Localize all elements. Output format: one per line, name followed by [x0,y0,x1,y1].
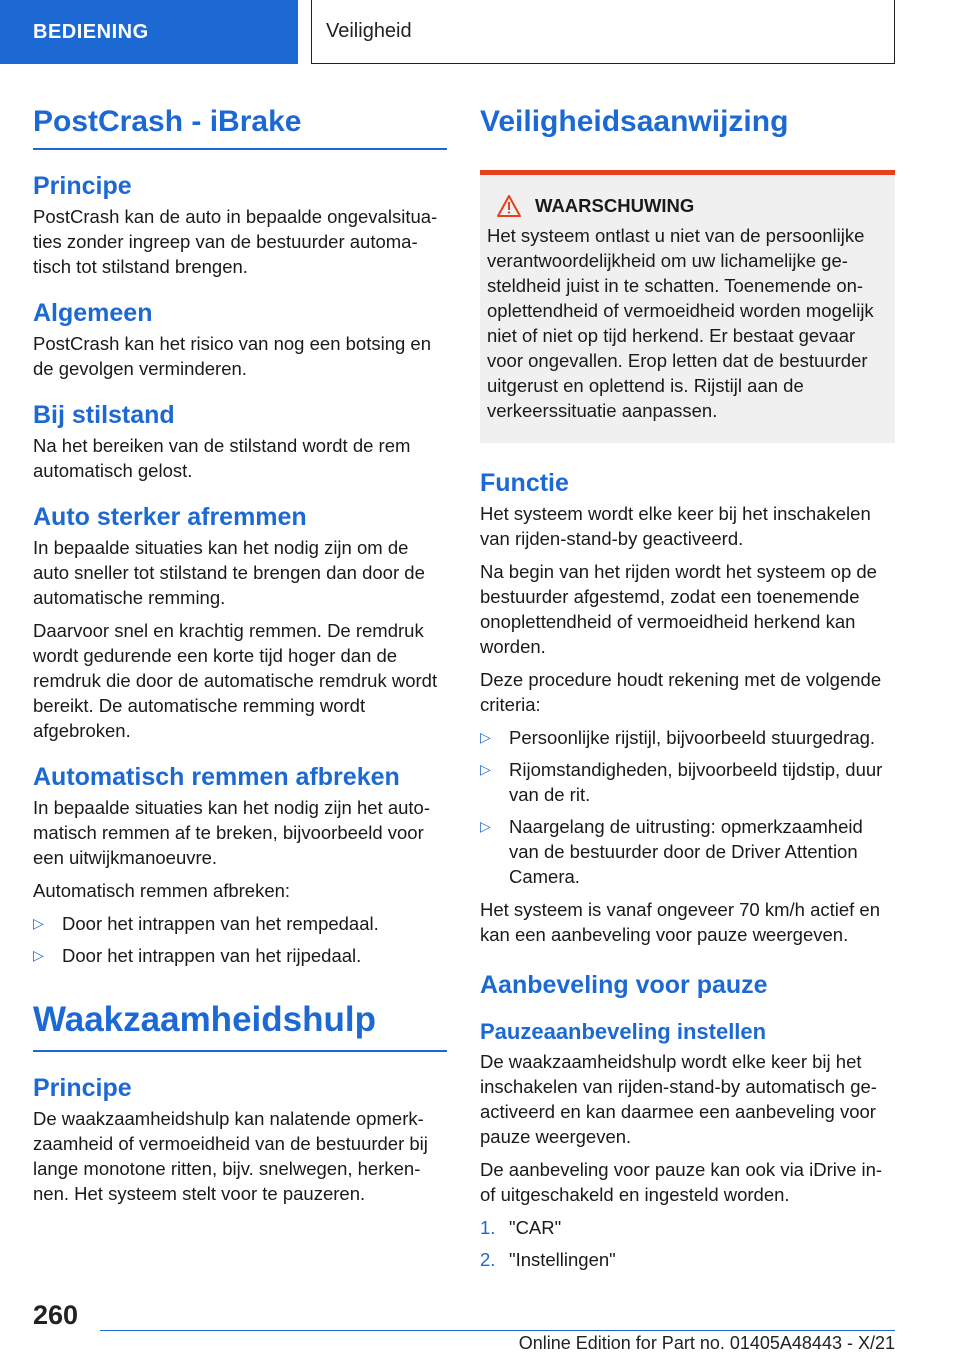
functie-text-4: Het systeem is vanaf ongeveer 70 km/h actief en kan een aanbeveling voor pauze weergeven. [480,899,881,945]
steps-list [480,1215,895,1272]
algemeen-heading: Algemeen [33,299,153,327]
stilstand-text: Na het bereiken van de stilstand wordt de rem automatisch gelost. [33,435,411,481]
instellen-text-1: De waakzaamheidshulp wordt elke keer bij het inschakelen van rijden-stand-by automatisch geactiveerd en kan daarmee een aanbeveling voor pauze weergeven. [480,1051,877,1147]
afremmen-text-1: In bepaalde situaties kan het nodig zijn om de auto sneller tot stilstand te brengen dan door de automatische remming. [33,537,425,608]
list-item-text: Persoonlijke rijstijl, bijvoorbeeld stuurgedrag. [509,727,876,748]
step-text: "CAR" [509,1217,562,1238]
warning-triangle-icon [497,195,521,217]
veiligheid-title: Veiligheidsaanwijzing [480,105,789,138]
afbreken-text-2: Automatisch remmen afbreken: [33,880,291,901]
page-title: PostCrash - iBrake [33,100,447,150]
section-tab [0,0,298,64]
afbreken-list [33,911,447,968]
right-column [480,100,895,1280]
list-item [33,911,447,936]
topic-label: Veiligheid [326,20,412,42]
left-column [33,100,447,1214]
algemeen-text: PostCrash kan het risico van nog een botsing en de gevolgen verminderen. [33,333,431,379]
bullet-icon: ▷ [33,915,44,931]
step-number: 2. [480,1249,496,1270]
waakzaamheid-title: Waakzaamheidshulp [33,994,447,1052]
principe-heading: Principe [33,172,132,200]
bullet-icon: ▷ [33,947,44,963]
warning-label: WAARSCHUWING [535,195,695,216]
list-item [480,1247,895,1272]
list-item-text: Rijomstandigheden, bijvoorbeeld tijdstip, duur van de rit. [509,759,883,805]
warning-text: Het systeem ontlast u niet van de persoonlijke verantwoordelijkheid om uw lichamelijke gesteldheid juist in te schatten. Toenemende onoplettendheid of vermoeidheid worden mogelijk niet of niet op tijd herkend. Er bestaat gevaar voor ongevallen. Erop letten dat de bestuurder uitgerust en oplettend is. Rijstijl aan de verkeerssituatie aanpassen. [487,225,874,421]
stilstand-heading: Bij stilstand [33,401,175,429]
bullet-icon: ▷ [480,729,491,745]
bullet-icon: ▷ [480,818,491,834]
principe-text: PostCrash kan de auto in bepaalde ongevalsituaties zonder ingreep van de bestuurder automatisch tot stilstand brengen. [33,206,438,277]
functie-text-3: Deze procedure houdt rekening met de volgende criteria: [480,669,882,715]
instellen-text-2: De aanbeveling voor pauze kan ook via iDrive in- of uitgeschakeld en ingesteld worden. [480,1159,883,1205]
list-item [480,1215,895,1240]
topic-header [311,0,895,64]
list-item-text: Door het intrappen van het rempedaal. [62,913,379,934]
list-item-text: Door het intrappen van het rijpedaal. [62,945,362,966]
step-number: 1. [480,1217,496,1238]
functie-text-2: Na begin van het rijden wordt het systeem op de bestuurder afgestemd, zodat een toenemende onoplettendheid of vermoeidheid herkend kan worden. [480,561,877,657]
afremmen-heading: Auto sterker afremmen [33,503,307,531]
page-number: 260 [33,1300,79,1330]
waak-principe-heading: Principe [33,1074,132,1102]
waak-principe-text: De waakzaamheidshulp kan nalatende opmerkzaamheid of vermoeidheid van de bestuurder bij lange monotone ritten, bijv. snelwegen, herkennen. Het systeem stelt voor te pauzeren. [33,1108,428,1204]
list-item [33,943,447,968]
footer-divider [100,1330,895,1331]
afbreken-text-1: In bepaalde situaties kan het nodig zijn het automatisch remmen af te breken, bijvoorbeeld voor een uitwijkmanoeuvre. [33,797,431,868]
warning-box [480,170,895,443]
step-text: "Instellingen" [509,1249,616,1270]
warning-header [497,195,887,217]
section-label: BEDIENING [33,20,149,43]
list-item [480,814,895,889]
pauze-heading: Aanbeveling voor pauze [480,971,768,999]
afremmen-text-2: Daarvoor snel en krachtig remmen. De remdruk wordt gedurende een korte tijd hoger dan de remdruk die door de automatische remdruk wordt bereikt. De automatische remming wordt afgebroken. [33,620,438,741]
list-item-text: Naargelang de uitrusting: opmerkzaamheid van de bestuurder door de Driver Attention Camera. [509,816,863,887]
edition-text: Online Edition for Part no. 01405A48443 - X/21 [518,1333,895,1353]
functie-heading: Functie [480,469,569,497]
bullet-icon: ▷ [480,761,491,777]
functie-text-1: Het systeem wordt elke keer bij het inschakelen van rijden-stand-by geactiveerd. [480,503,871,549]
criteria-list [480,725,895,889]
list-item [480,757,895,807]
instellen-heading: Pauzeaanbeveling instellen [480,1019,767,1044]
list-item [480,725,895,750]
afbreken-heading: Automatisch remmen afbreken [33,763,400,791]
